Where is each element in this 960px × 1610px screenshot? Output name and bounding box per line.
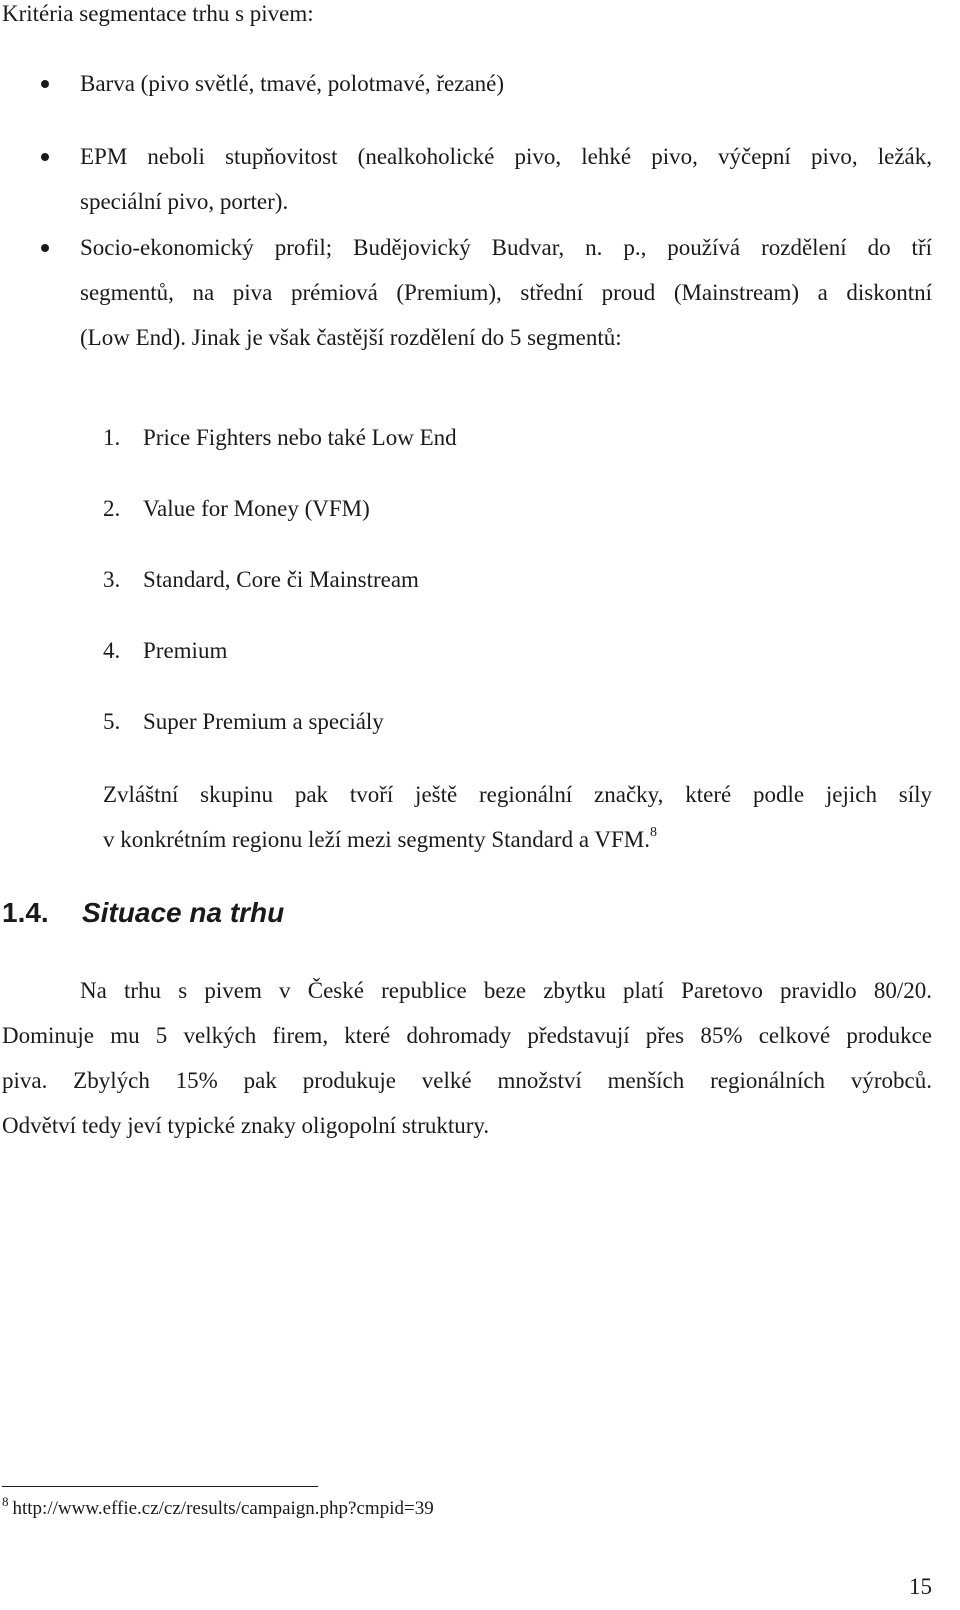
market-paragraph-line1: Na trhu s pivem v České republice beze zbytku platí Paretovo pravidlo 80/20.	[80, 978, 932, 1003]
segment-label: Standard, Core či Mainstream	[143, 567, 419, 592]
segment-number: 1.	[103, 425, 121, 450]
bullet-color: Barva (pivo světlé, tmavé, polotmavé, řezané)	[80, 71, 505, 96]
segment-item	[103, 637, 227, 665]
section-title: Situace na trhu	[82, 897, 285, 928]
segment-label: Super Premium a speciály	[143, 709, 384, 734]
section-number: 1.4.	[2, 897, 49, 928]
footnote-mark: 8	[2, 1494, 9, 1509]
bullet-socio-line1: Socio-ekonomický profil; Budějovický Budvar, n. p., používá rozdělení do tří	[80, 235, 932, 260]
footnote-link[interactable]: http://www.effie.cz/cz/results/campaign.php?cmpid=39	[12, 1498, 434, 1519]
footnote-separator	[2, 1486, 318, 1487]
segment-number: 3.	[103, 567, 121, 592]
market-paragraph-line4: Odvětví tedy jeví typické znaky oligopolní struktury.	[2, 1113, 490, 1138]
bullet-socio-line2: segmentů, na piva prémiová (Premium), střední proud (Mainstream) a diskontní	[80, 280, 932, 305]
segment-item	[103, 708, 384, 736]
footnote-reference: 8	[650, 825, 657, 840]
bullet-dot	[41, 244, 49, 252]
segment-item	[103, 495, 370, 523]
regional-note-text: v konkrétním regionu leží mezi segmenty Standard a VFM.	[103, 827, 650, 852]
bullet-dot	[41, 80, 49, 88]
segment-number: 4.	[103, 638, 121, 663]
segment-label: Premium	[143, 638, 228, 663]
footnote	[2, 1494, 434, 1521]
section-heading	[2, 897, 284, 929]
segment-item	[103, 424, 457, 452]
segment-item	[103, 566, 419, 594]
intro-text: Kritéria segmentace trhu s pivem:	[2, 1, 314, 26]
bullet-dot	[41, 153, 49, 161]
segment-number: 2.	[103, 496, 121, 521]
regional-note-line2	[103, 826, 657, 854]
bullet-epm-line2: speciální pivo, porter).	[80, 189, 289, 214]
bullet-socio-line3: (Low End). Jinak je však častější rozdělení do 5 segmentů:	[80, 325, 622, 350]
segment-number: 5.	[103, 709, 121, 734]
market-paragraph-line3: piva. Zbylých 15% pak produkuje velké množství menších regionálních výrobců.	[2, 1068, 932, 1093]
segment-label: Price Fighters nebo také Low End	[143, 425, 457, 450]
segment-label: Value for Money (VFM)	[143, 496, 370, 521]
bullet-epm-line1: EPM neboli stupňovitost (nealkoholické pivo, lehké pivo, výčepní pivo, ležák,	[80, 144, 932, 169]
market-paragraph-line2: Dominuje mu 5 velkých firem, které dohromady představují přes 85% celkové produkce	[2, 1023, 932, 1048]
regional-note-line1: Zvláštní skupinu pak tvoří ještě regionální značky, které podle jejich síly	[103, 782, 932, 807]
page-number: 15	[909, 1574, 932, 1599]
